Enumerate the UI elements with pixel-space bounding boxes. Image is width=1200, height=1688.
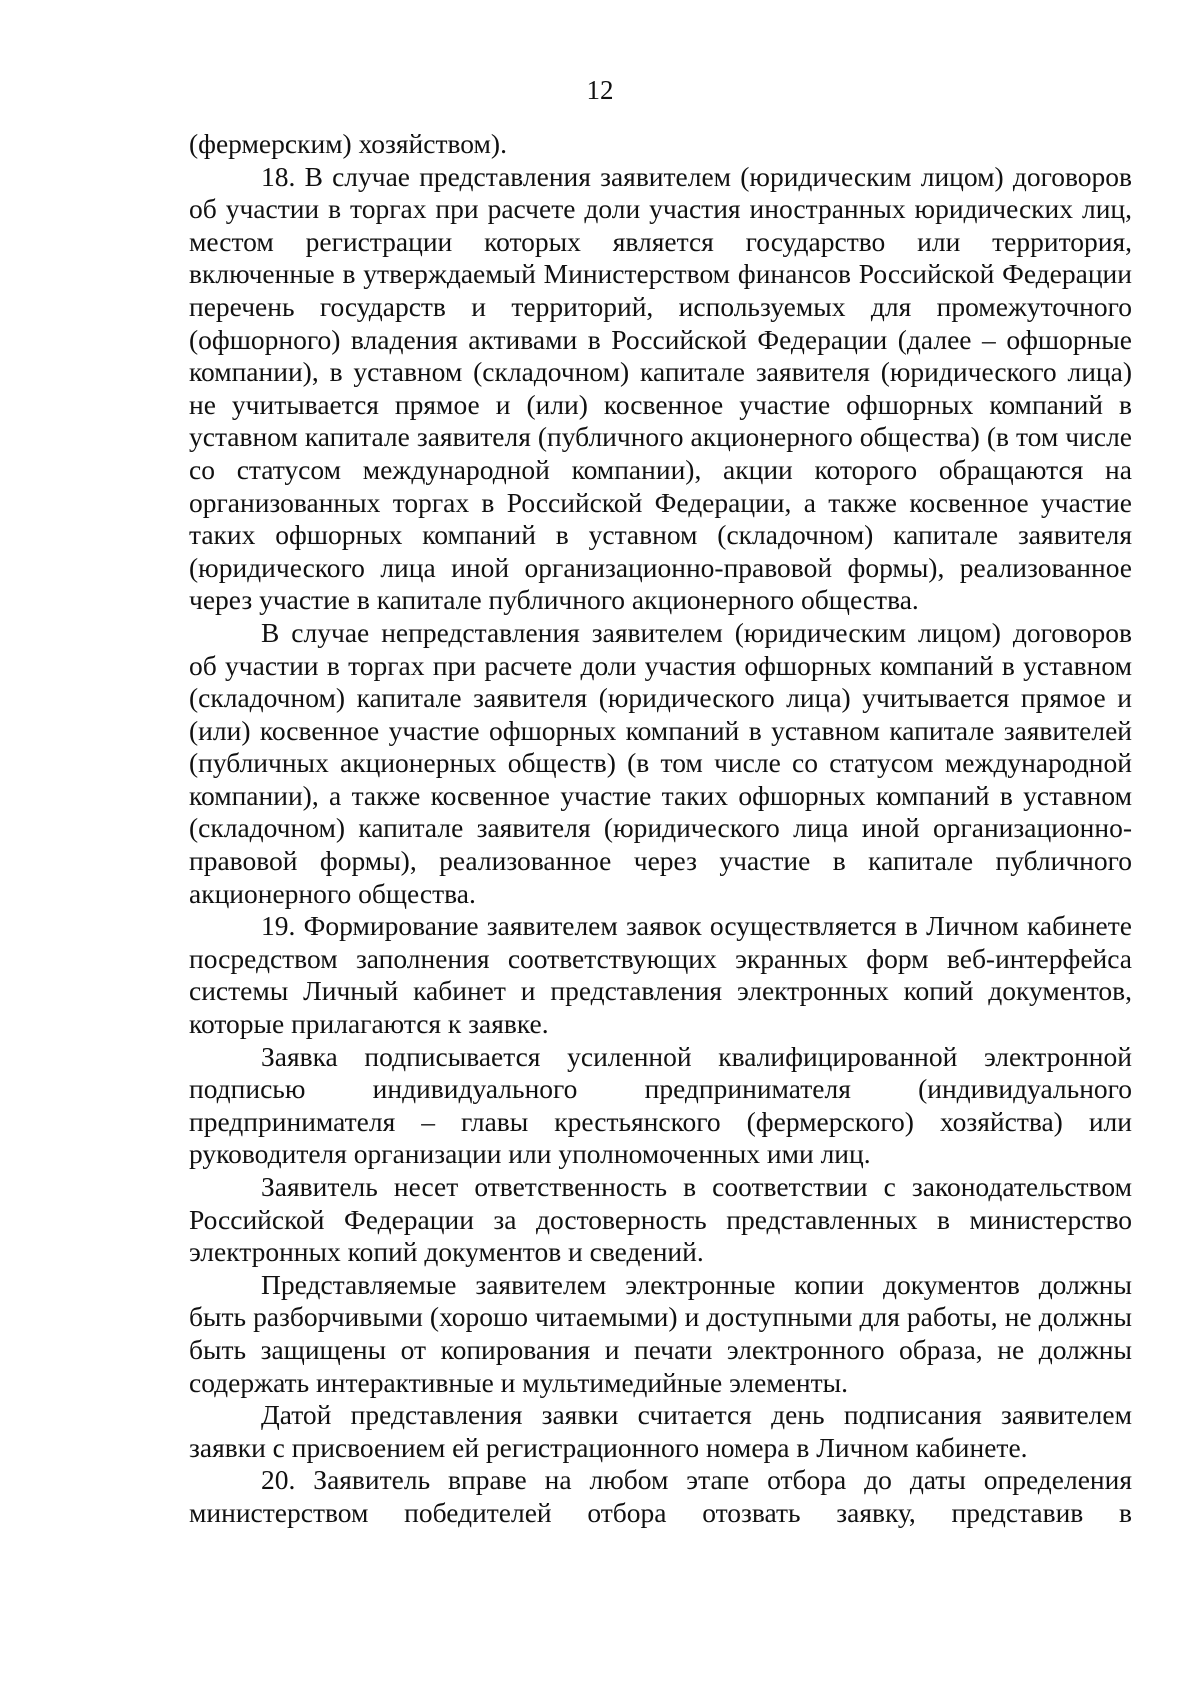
- paragraph-signature: Заявка подписывается усиленной квалифицированной электронной подписью индивидуального предпринимателя (индивидуального предпринимателя – главы крестьянского (фермерского) хозяйства) или руководителя организации или уполномоченных ими лиц.: [189, 1040, 1132, 1170]
- paragraph-nonsubmission: В случае непредставления заявителем (юридическим лицом) договоров об участии в торгах при расчете доли участия офшорных компаний в уставном (складочном) капитале заявителя (юридического лица) учитывается прямое и (или) косвенное участие офшорных компаний в уставном капитале заявителей (публичных акционерных обществ) (в том числе со статусом международной компании), а также косвенное участие таких офшорных компаний в уставном (складочном) капитале заявителя (юридического лица иной организационно-правовой формы), реализованное через участие в капитале публичного акционерного общества.: [189, 616, 1132, 909]
- paragraph-responsibility: Заявитель несет ответственность в соответствии с законодательством Российской Федерации за достоверность представленных в министерство электронных копий документов и сведений.: [189, 1171, 1132, 1268]
- paragraph-item-18: 18. В случае представления заявителем (юридическим лицом) договоров об участии в торгах при расчете доли участия иностранных юридических лиц, местом регистрации которых является государство или территория, включенные в утверждаемый Министерством финансов Российской Федерации перечень государств и территорий, используемых для промежуточного (офшорного) владения активами в Российской Федерации (далее – офшорные компании), в уставном (складочном) капитале заявителя (юридического лица) не учитывается прямое и (или) косвенное участие офшорных компаний в уставном капитале заявителя (публичного акционерного общества) (в том числе со статусом международной компании), акции которого обращаются на организованных торгах в Российской Федерации, а также косвенное участие таких офшорных компаний в уставном (складочном) капитале заявителя (юридического лица иной организационно-правовой формы), реализованное через участие в капитале публичного акционерного общества.: [189, 160, 1132, 616]
- paragraph-copies-requirements: Представляемые заявителем электронные копии документов должны быть разборчивыми (хорошо читаемыми) и доступными для работы, не должны быть защищены от копирования и печати электронного образа, не должны содержать интерактивные и мультимедийные элементы.: [189, 1268, 1132, 1398]
- paragraph-continuation: (фермерским) хозяйством).: [189, 128, 507, 159]
- paragraph-submission-date: Датой представления заявки считается день подписания заявителем заявки с присвоением ей регистрационного номера в Личном кабинете.: [189, 1399, 1132, 1463]
- paragraph-item-19: 19. Формирование заявителем заявок осуществляется в Личном кабинете посредством заполнения соответствующих экранных форм веб-интерфейса системы Личный кабинет и представления электронных копий документов, которые прилагаются к заявке.: [189, 910, 1132, 1040]
- page-number: 12: [586, 75, 614, 105]
- document-body: [189, 128, 1132, 1530]
- paragraph-item-20: 20. Заявитель вправе на любом этапе отбора до даты определения министерством победителей отбора отозвать заявку, представив в: [189, 1464, 1132, 1528]
